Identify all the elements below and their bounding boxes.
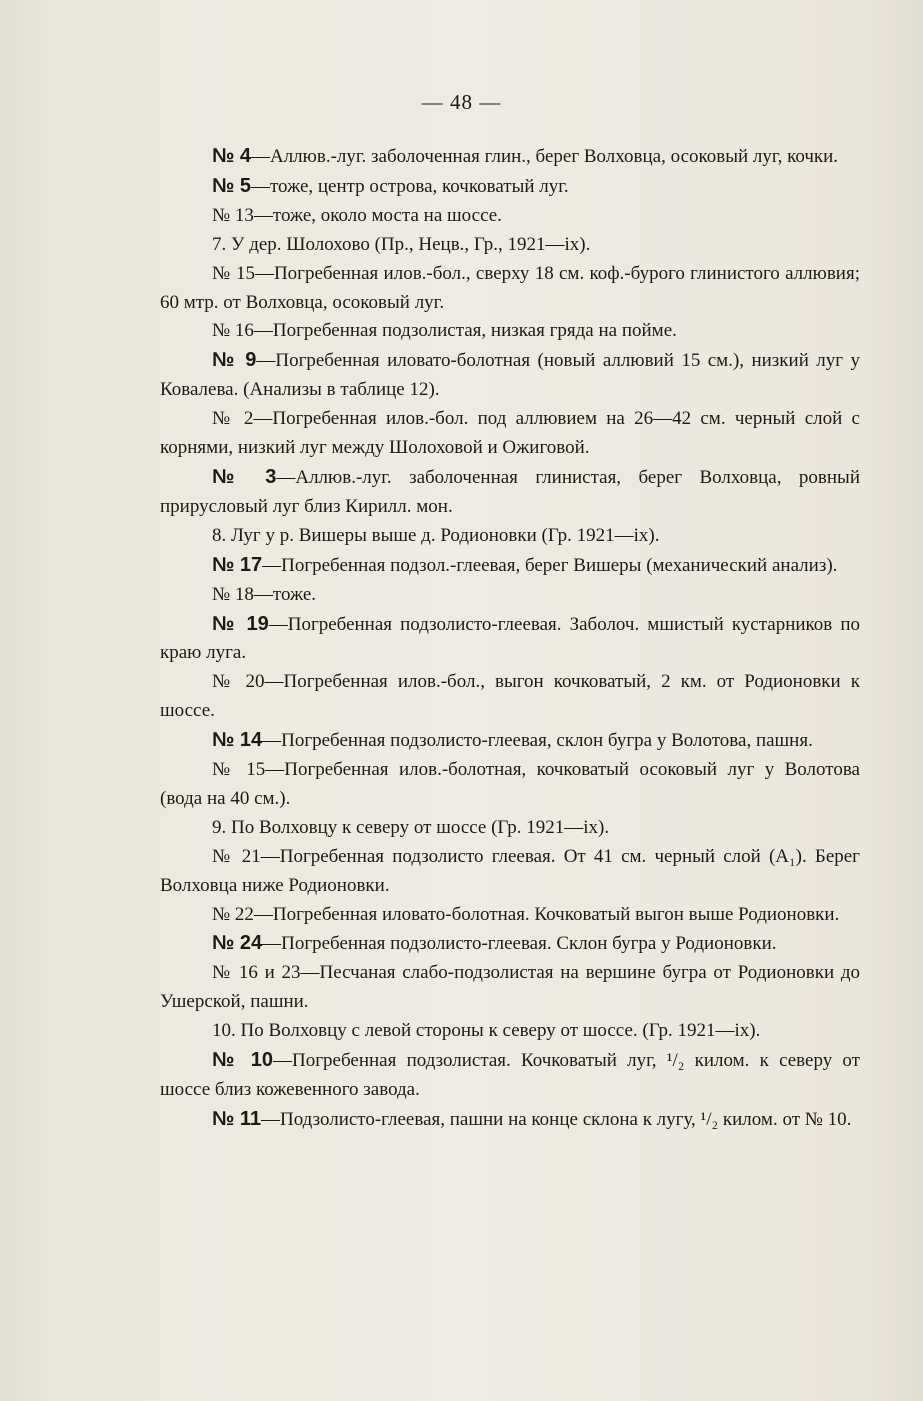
paragraph-text: —Погребенная подзолистая. Кочковатый луг, ¹/₂ килом. к северу от шоссе близ кожевенного завода.	[160, 1050, 860, 1100]
paragraph	[160, 260, 860, 318]
paragraph	[160, 1017, 860, 1046]
sample-number: № 21	[212, 845, 261, 867]
sample-number: № 9	[212, 349, 257, 372]
sample-number: № 16	[212, 320, 254, 342]
paragraph	[160, 1046, 860, 1105]
sample-number: № 13	[212, 204, 254, 226]
sample-number: № 3	[212, 465, 277, 488]
sample-number: № 17	[212, 553, 263, 576]
paragraph	[160, 901, 860, 930]
paragraph-text: —Погребенная подзолисто-глеевая, склон бугра у Волотова, пашня.	[262, 730, 813, 752]
paragraph	[160, 172, 860, 202]
sample-number: № 24	[212, 932, 263, 955]
paragraph-text: —тоже, около моста на шоссе.	[253, 204, 502, 226]
sample-number: № 22	[212, 903, 254, 925]
paragraph-text: —Погребенная иловато-болотная. Кочковатый выгон выше Родионовки.	[253, 903, 840, 925]
sample-number: № 18	[212, 583, 254, 605]
paragraph	[160, 726, 860, 756]
paragraph-text: —Погребенная подзолистая, низкая гряда на пойме.	[253, 320, 677, 342]
paragraph-text: 7. У дер. Шолохово (Пр., Нецв., Гр., 1921—ix).	[212, 233, 591, 255]
sample-number: № 4	[212, 145, 251, 167]
paragraph-text: —Песчаная слабо-подзолистая на вершине бугра от Родионовки до Ушерской, пашни.	[160, 962, 861, 1013]
paragraph-text: —Погребенная иловато-болотная (новый аллювий 15 см.), низкий луг у Ковалева. (Анализы в таблице 12).	[160, 350, 860, 401]
paragraph-text: —Погребенная подзолисто-глеевая. Склон бугра у Родионовки.	[262, 933, 777, 955]
paragraph-text: —Погребенная илов.-бол., сверху 18 см. коф.-бурого глинистого аллювия; 60 мтр. от Волховца, осоковый луг.	[160, 262, 860, 313]
paragraph	[160, 405, 860, 463]
paragraph-text: —Аллюв.-луг. заболоченная глин., берег Волховца, осоковый луг, кочки.	[250, 146, 839, 167]
paragraph	[160, 551, 860, 581]
paragraph-text: —Погребенная подзол.-глеевая, берег Вишеры (механический анализ).	[262, 554, 838, 576]
paragraph-text: —Подзолисто-глеевая, пашни на конце склона к лугу, ¹/₂ килом. от № 10.	[261, 1108, 852, 1130]
paragraph-text: 9. По Волховцу к северу от шоссе (Гр. 1921—ix).	[212, 816, 610, 838]
paragraph	[160, 317, 860, 346]
paragraph	[160, 581, 860, 610]
paragraph-text: —Погребенная илов.-болотная, кочковатый осоковый луг у Волотова (вода на 40 см.).	[160, 759, 860, 809]
sample-number: № 16 и 23	[212, 962, 301, 984]
sample-number: № 15	[212, 759, 266, 781]
sample-number: № 15	[212, 262, 255, 284]
sample-number: № 5	[212, 174, 251, 197]
paragraph	[160, 756, 860, 814]
paragraph-text: —Аллюв.-луг. заболоченная глинистая, берег Волховца, ровный прирусловый луг близ Кирилл. мон.	[160, 466, 860, 517]
paragraph-text: —тоже, центр острова, кочковатый луг.	[250, 175, 569, 197]
paragraph-text: —Погребенная подзолисто-глеевая. Заболоч. мшистый кустарников по краю луга.	[160, 613, 860, 664]
sample-number: № 11	[212, 1107, 261, 1130]
paragraph	[160, 610, 860, 669]
page-number: — 48 —	[421, 90, 502, 114]
paragraph	[160, 843, 860, 901]
paragraph-text: 8. Луг у р. Вишеры выше д. Родионовки (Гр. 1921—ix).	[212, 524, 660, 546]
sample-number: № 14	[212, 729, 263, 752]
paragraph	[160, 668, 860, 726]
sample-number: № 19	[212, 612, 269, 635]
paragraph-text: —Погребенная илов.-бол. под аллювием на 26—42 см. черный слой с корнями, низкий луг между Шолоховой и Ожиговой.	[160, 408, 860, 459]
paragraph-text: —Погребенная подзолисто глеевая. От 41 см. черный слой (A₁). Берег Волховца ниже Родионовки.	[160, 845, 860, 896]
sample-number: № 10	[212, 1049, 274, 1072]
sample-number: № 2	[212, 408, 254, 430]
paragraph	[160, 814, 860, 843]
paragraph	[160, 1105, 860, 1135]
paragraph	[160, 463, 860, 522]
paragraph	[160, 959, 860, 1017]
paragraph	[160, 231, 860, 260]
sample-number: № 20	[212, 671, 265, 693]
paragraph	[160, 522, 860, 551]
paragraph	[160, 346, 860, 405]
paragraph	[160, 202, 860, 231]
paragraph	[160, 929, 860, 959]
paragraph-text: —тоже.	[253, 583, 317, 605]
paragraph-text: —Погребенная илов.-бол., выгон кочковатый, 2 км. от Родионовки к шоссе.	[160, 671, 860, 722]
body-text	[160, 142, 860, 1135]
paragraph-text: 10. По Волховцу с левой стороны к северу от шоссе. (Гр. 1921—ix).	[212, 1020, 761, 1042]
paragraph	[160, 142, 860, 172]
